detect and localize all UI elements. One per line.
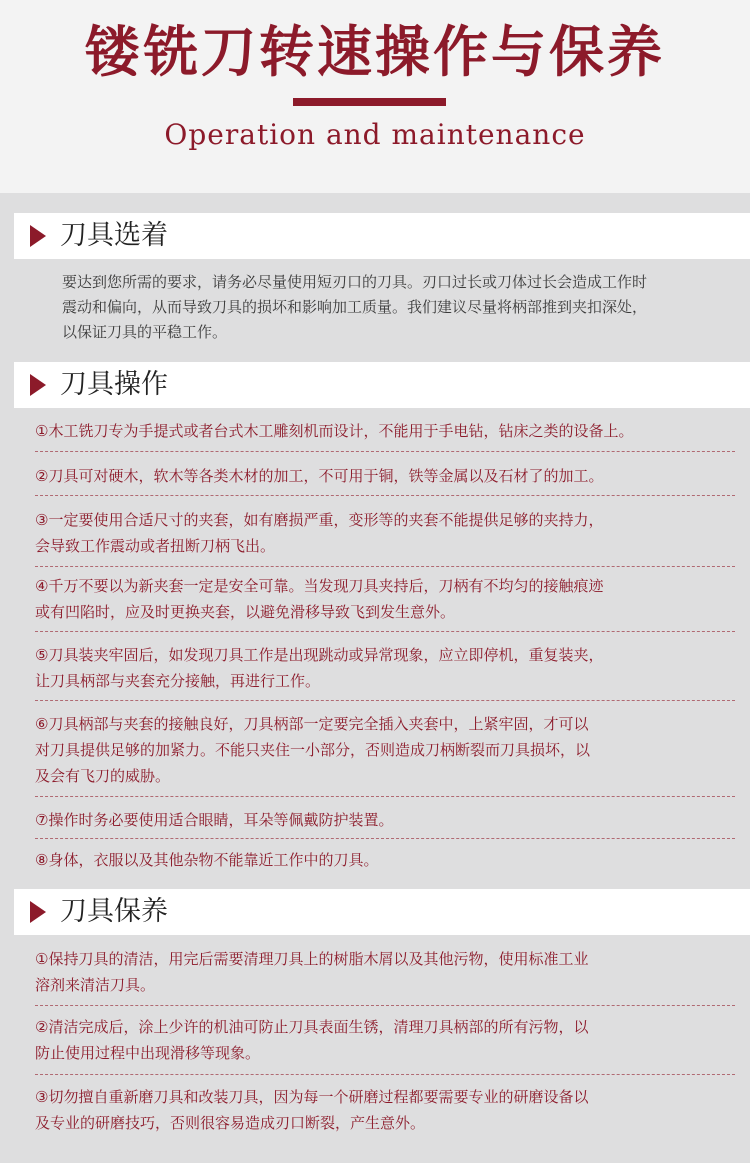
divider [35,838,735,839]
item-line: 会导致工作震动或者扭断刀柄飞出。 [35,537,276,555]
list-item [35,507,743,559]
item-line: ①保持刀具的清洁，用完后需要清理刀具上的树脂木屑以及其他污物，使用标准工业 [35,950,589,968]
page-title: 镂铣刀转速操作与保养 [84,20,665,84]
item-line: ⑦操作时务必要使用适合眼睛，耳朵等佩戴防护装置。 [35,811,394,829]
item-line: ③切勿擅自重新磨刀具和改装刀具，因为每一个研磨过程都要需要专业的研磨设备以 [35,1088,589,1106]
header [0,0,750,193]
divider [35,631,735,632]
divider [35,1074,735,1075]
item-line: 或有凹陷时，应及时更换夹套，以避免滑移导致飞到发生意外。 [35,603,456,621]
list-item [35,642,743,694]
item-line: 防止使用过程中出现滑移等现象。 [35,1044,261,1062]
item-line: ⑧身体，衣服以及其他杂物不能靠近工作中的刀具。 [35,851,379,869]
section-header-tool-maintenance [14,889,750,935]
section-title: 刀具保养 [60,896,168,927]
list-item [35,418,743,444]
divider [35,1005,735,1006]
item-line: 溶剂来清洁刀具。 [35,976,156,994]
item-line: ④千万不要以为新夹套一定是安全可靠。当发现刀具夹持后，刀柄有不均匀的接触痕迹 [35,577,604,595]
item-line: ①木工铣刀专为手提式或者台式木工雕刻机而设计，不能用于手电钻，钻床之类的设备上。 [35,422,634,440]
triangle-arrow-icon [30,901,46,923]
section-title: 刀具选着 [60,220,168,251]
divider [35,566,735,567]
page-subtitle: Operation and maintenance [164,118,586,151]
item-line: ⑤刀具装夹牢固后，如发现刀具工作是出现跳动或异常现象，应立即停机，重复装夹， [35,646,604,664]
paragraph-line: 震动和偏向，从而导致刀具的损坏和影响加工质量。我们建议尽量将柄部推到夹扣深处， [62,298,648,316]
item-line: 及专业的研磨技巧，否则很容易造成刃口断裂，产生意外。 [35,1114,426,1132]
section-header-tool-operation [14,362,750,408]
divider [35,700,735,701]
paragraph-line: 以保证刀具的平稳工作。 [62,323,228,341]
divider [35,796,735,797]
item-line: ③一定要使用合适尺寸的夹套，如有磨损严重，变形等的夹套不能提供足够的夹持力， [35,511,604,529]
item-line: 及会有飞刀的威胁。 [35,767,171,785]
title-underline [293,98,446,106]
divider [35,451,735,452]
item-line: ②刀具可对硬木，软木等各类木材的加工，不可用于铜，铁等金属以及石材了的加工。 [35,467,604,485]
list-item [35,573,743,625]
triangle-arrow-icon [30,225,46,247]
list-item [35,711,743,789]
list-item [35,946,743,998]
paragraph [62,270,732,345]
item-line: ②清洁完成后，涂上少许的机油可防止刀具表面生锈，清理刀具柄部的所有污物，以 [35,1018,589,1036]
item-line: 对刀具提供足够的加紧力。不能只夹住一小部分，否则造成刀柄断裂而刀具损坏，以 [35,741,591,759]
divider [35,495,735,496]
item-line: ⑥刀具柄部与夹套的接触良好，刀具柄部一定要完全插入夹套中，上紧牢固，才可以 [35,715,589,733]
item-line: 让刀具柄部与夹套充分接触，再进行工作。 [35,672,321,690]
section-title: 刀具操作 [60,369,168,400]
list-item [35,847,743,873]
triangle-arrow-icon [30,374,46,396]
list-item [35,807,743,833]
section-header-tool-selection [14,213,750,259]
list-item [35,463,743,489]
list-item [35,1084,743,1136]
list-item [35,1014,743,1066]
paragraph-line: 要达到您所需的要求，请务必尽量使用短刃口的刀具。刃口过长或刀体过长会造成工作时 [62,273,648,291]
